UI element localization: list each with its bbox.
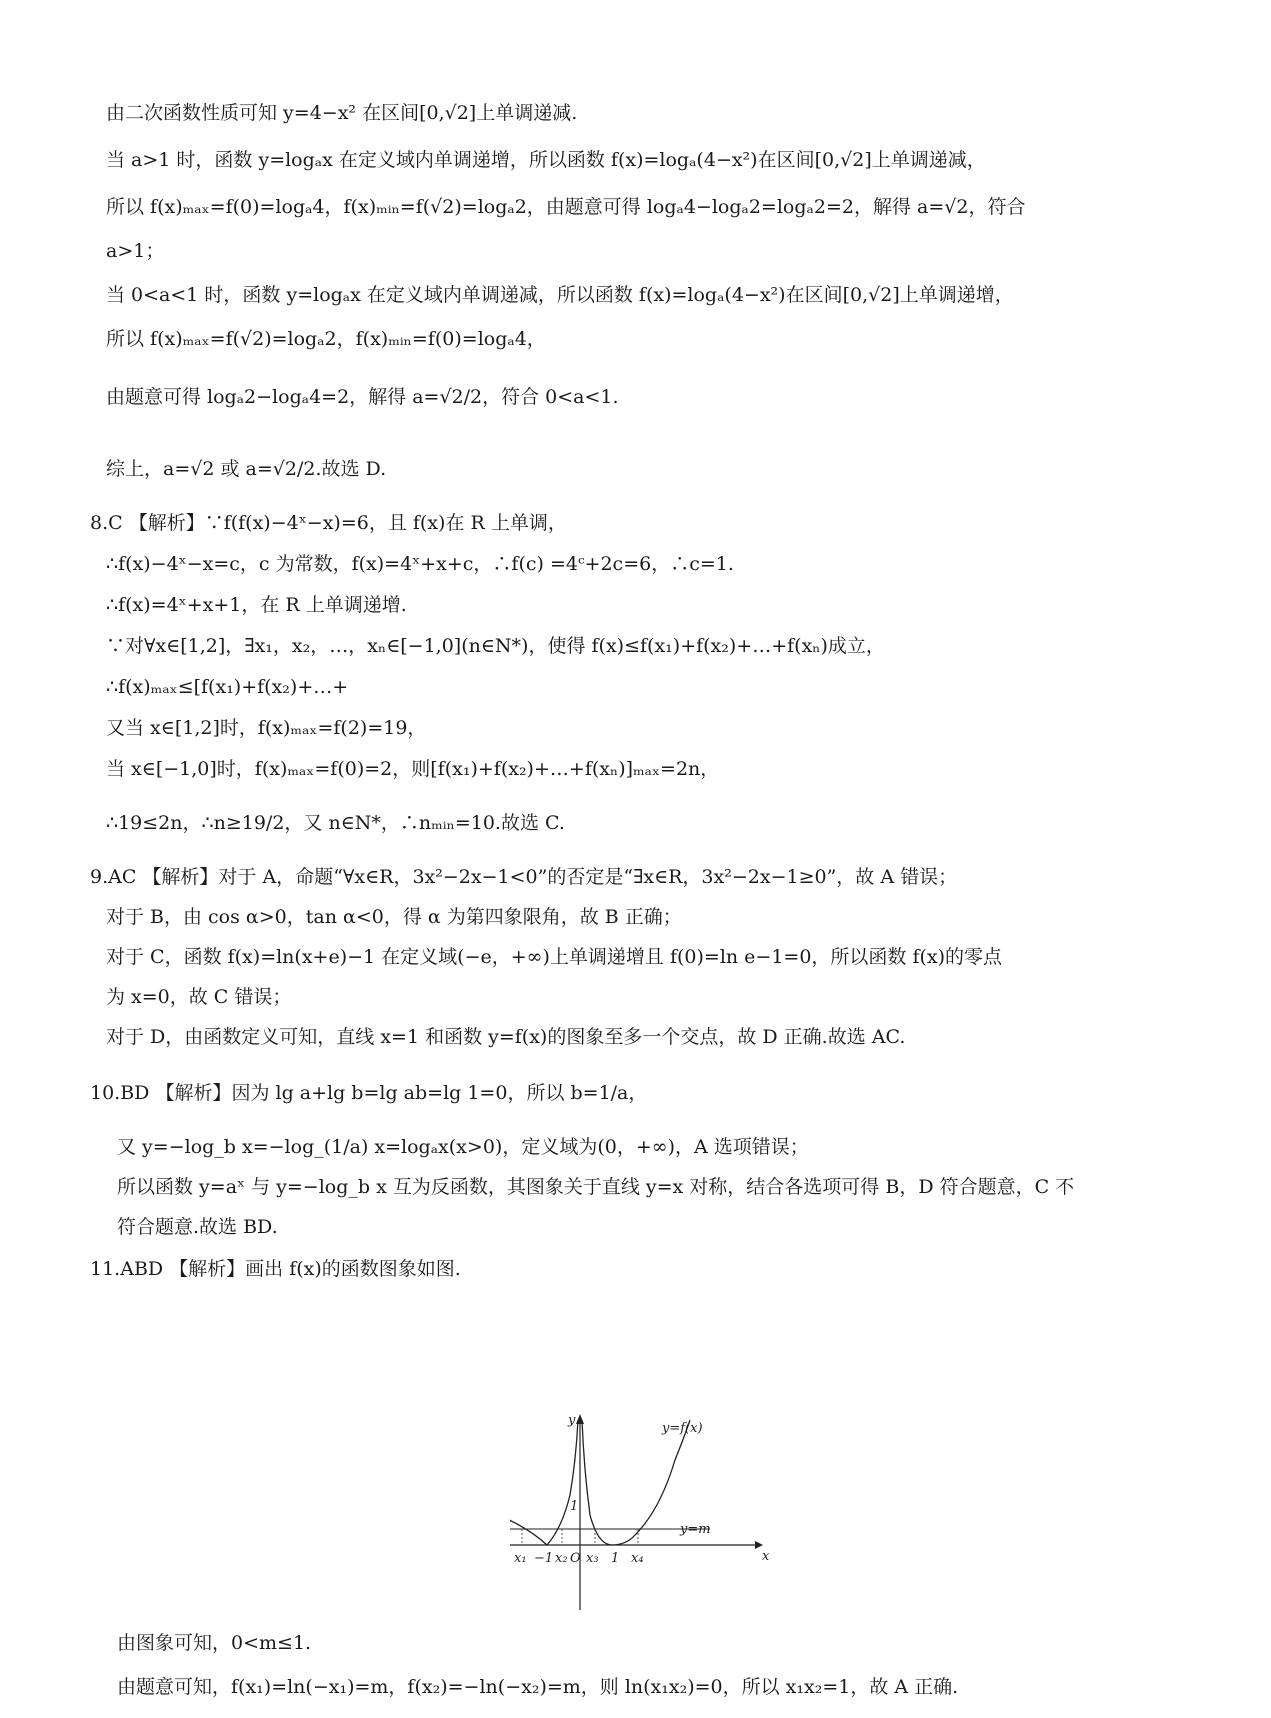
text-line-27: 由图象可知，0<m≤1.: [117, 1632, 312, 1654]
text-line-15: 当 x∈[−1,0]时，f(x)ₘₐₓ=f(0)=2，则[f(x₁)+f(x₂)+…+f(xₙ)]ₘₐₓ=2n，: [106, 758, 720, 780]
x-axis-arrow: [755, 1541, 763, 1549]
curve-right-branch: [582, 1420, 690, 1545]
text-line-3: 所以 f(x)ₘₐₓ=f(0)=logₐ4，f(x)ₘᵢₙ=f(√2)=logₐ2，由题意可得 logₐ4−logₐ2=logₐ2=2，解得 a=√2，符合: [106, 196, 1026, 218]
text-line-26: 11.ABD 【解析】画出 f(x)的函数图象如图.: [90, 1258, 461, 1280]
text-line-2: 当 a>1 时，函数 y=logₐx 在定义域内单调递增，所以函数 f(x)=logₐ(4−x²)在区间[0,√2]上单调递减，: [106, 149, 986, 171]
tick-1: 1: [611, 1551, 620, 1566]
y-axis-arrow: [576, 1414, 584, 1424]
function-graph-figure: [510, 1410, 780, 1620]
label-y-m: y=m: [680, 1522, 711, 1537]
text-line-5: 当 0<a<1 时，函数 y=logₐx 在定义域内单调递减，所以函数 f(x)=logₐ(4−x²)在区间[0,√2]上单调递增，: [106, 284, 1014, 306]
text-line-14: 又当 x∈[1,2]时，f(x)ₘₐₓ=f(2)=19，: [106, 717, 427, 739]
tick-x4: x₄: [631, 1551, 644, 1566]
tick-x2: x₂: [555, 1551, 568, 1566]
tick-x3: x₃: [586, 1551, 599, 1566]
label-y-axis: y: [568, 1413, 576, 1428]
text-line-9: 8.C 【解析】∵f(f(x)−4ˣ−x)=6，且 f(x)在 R 上单调，: [90, 512, 567, 534]
text-line-1: 由二次函数性质可知 y=4−x² 在区间[0,√2]上单调递减.: [106, 102, 578, 124]
tick-origin: O: [570, 1551, 581, 1566]
text-line-24: 所以函数 y=aˣ 与 y=−log_b x 互为反函数，其图象关于直线 y=x 对称，结合各选项可得 B，D 符合题意，C 不: [117, 1176, 1075, 1198]
text-line-23: 又 y=−log_b x=−log_(1/a) x=logₐx(x>0)，定义域为(0，+∞)，A 选项错误；: [117, 1136, 809, 1158]
text-line-19: 对于 C，函数 f(x)=ln(x+e)−1 在定义域(−e，+∞)上单调递增且 f(0)=ln e−1=0，所以函数 f(x)的零点: [106, 946, 1003, 968]
text-line-10: ∴f(x)−4ˣ−x=c，c 为常数，f(x)=4ˣ+x+c，∴f(c) =4ᶜ+2c=6，∴c=1.: [106, 553, 734, 575]
tick-x1: x₁: [514, 1551, 527, 1566]
text-line-28: 由题意可知，f(x₁)=ln(−x₁)=m，f(x₂)=−ln(−x₂)=m，则 ln(x₁x₂)=0，所以 x₁x₂=1，故 A 正确.: [117, 1676, 959, 1698]
text-line-8: 综上，a=√2 或 a=√2/2.故选 D.: [106, 458, 387, 480]
text-line-16: ∴19≤2n，∴n≥19/2，又 n∈N*，∴nₘᵢₙ=10.故选 C.: [106, 812, 565, 834]
text-line-7: 由题意可得 logₐ2−logₐ4=2，解得 a=√2/2，符合 0<a<1.: [106, 386, 619, 408]
text-line-12: ∵对∀x∈[1,2]，∃x₁，x₂，…，xₙ∈[−1,0](n∈N*)，使得 f(x)≤f(x₁)+f(x₂)+…+f(xₙ)成立，: [106, 635, 885, 657]
text-line-22: 10.BD 【解析】因为 lg a+lg b=lg ab=lg 1=0，所以 b=1/a，: [90, 1082, 648, 1104]
text-line-18: 对于 B，由 cos α>0，tan α<0，得 α 为第四象限角，故 B 正确；: [106, 906, 682, 928]
label-one: 1: [570, 1499, 579, 1514]
tick-neg-1: −1: [534, 1551, 554, 1566]
text-line-21: 对于 D，由函数定义可知，直线 x=1 和函数 y=f(x)的图象至多一个交点，故 D 正确.故选 AC.: [106, 1026, 906, 1048]
text-line-17: 9.AC 【解析】对于 A，命题“∀x∈R，3x²−2x−1<0”的否定是“∃x∈R，3x²−2x−1≥0”，故 A 错误；: [90, 866, 958, 888]
label-x-axis: x: [762, 1549, 770, 1564]
text-line-4: a>1；: [106, 240, 165, 262]
label-curve: y=f(x): [662, 1421, 703, 1436]
text-line-13: ∴f(x)ₘₐₓ≤[f(x₁)+f(x₂)+…+: [106, 676, 349, 698]
curve-left-branch: [510, 1420, 578, 1545]
text-line-11: ∴f(x)=4ˣ+x+1，在 R 上单调递增.: [106, 594, 407, 616]
text-line-20: 为 x=0，故 C 错误；: [106, 986, 292, 1008]
text-line-25: 符合题意.故选 BD.: [117, 1216, 278, 1238]
text-line-6: 所以 f(x)ₘₐₓ=f(√2)=logₐ2，f(x)ₘᵢₙ=f(0)=logₐ4，: [106, 328, 546, 350]
